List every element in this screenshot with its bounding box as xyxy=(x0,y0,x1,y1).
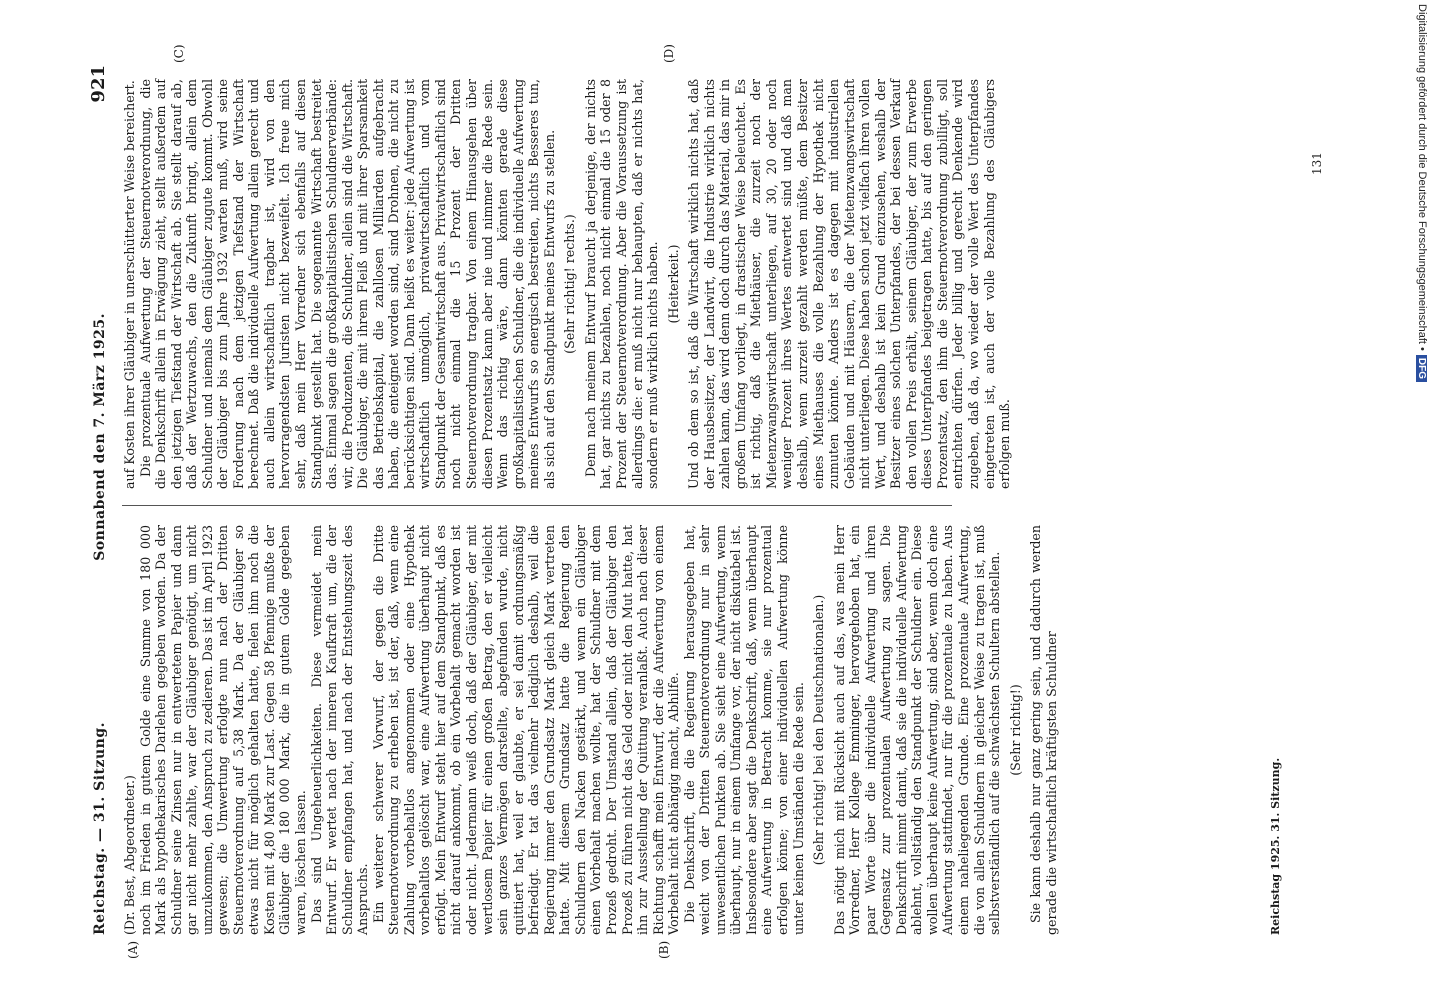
left-column xyxy=(122,525,1059,935)
rotated-page xyxy=(82,44,1342,959)
paragraph: noch im Frieden in gutem Golde eine Summe von 180 000 Mark als hypothekarisches Darlehen gegeben worden. Da der Schuldner seine Zinsen nur in entwertetem Papier und dann gar nicht mehr zahlte, war der Gläubiger genötigt, um nicht umzukommen, den Anspruch zu zedieren. Das ist im April 1923 gewesen; die Umwertung erfolgte nun nach der Dritten Steuernotverordnung auf 5,38 Mark. Da der Gläubiger so etwas nicht für möglich gehalten hatte, fielen ihm noch die Kosten mit 4,80 Mark zur Last. Gegen 58 Pfennige mußte der Gläubiger die 180 000 Mark, die in gutem Golde gegeben waren, löschen lassen. xyxy=(137,525,309,935)
credit-text: Digitalisierung gefördert durch die Deutsche Forschungsgemeinschaft • xyxy=(1416,4,1428,351)
paragraph: Ein weiterer schwerer Vorwurf, der gegen die Dritte Steuernotverordnung zu erheben ist, ist der, daß, wenn eine Zahlung vorbehaltlos angenommen oder eine Hypothek vorbehaltlos gelöscht war, eine Aufwertung überhaupt nicht erfolgt. Mein Entwurf steht hier auf dem Standpunkt, daß es nicht darauf ankommt, ob ein Vorbehalt gemacht worden ist oder nicht. Jedermann weiß doch, daß der Gläubiger, der mit wertlosem Papier für einen großen Betrag, den er vielleicht sein ganzes Vermögen darstellte, abgefunden wurde, nicht quittiert hat, weil er glaubte, er sei damit ordnungsmäßig befriedigt. Er tat das vielmehr lediglich deshalb, weil die Regierung immer den Grundsatz Mark gleich Mark vertreten hatte. Mit diesem Grundsatz hatte die Regierung den Schuldnern den Nacken gestärkt, und wenn ein Gläubiger einen Vorbehalt machen wollte, hat der Schuldner mit dem Prozeß gedroht. Der Umstand allein, daß der Gläubiger den Prozeß zu führen nicht das Geld oder nicht den Mut hatte, hat ihn zur Ausstellung der Quittung veranlaßt. Auch nach dieser Richtung schafft mein Entwurf, der die Aufwertung von einem Vorbehalt nicht abhängig macht, Abhilfe. xyxy=(370,525,682,935)
interjection: (Heiterkeit.) xyxy=(665,244,681,324)
column-divider xyxy=(122,505,952,506)
right-column xyxy=(122,79,1013,489)
margin-mark-a: (A) xyxy=(126,940,140,959)
page-header xyxy=(82,65,122,935)
paragraph: auf Kosten ihrer Gläubiger in unerschütterter Weise bereichert. xyxy=(122,80,137,489)
interjection: (Sehr richtig! rechts.) xyxy=(562,214,578,354)
margin-mark-c: (C) xyxy=(172,44,186,63)
paragraph: Die prozentuale Aufwertung der Steuernotverordnung, die die Denkschrift allein in Erwägung zieht, stellt außerdem auf den jetzigen Tiefstand der Wirtschaft ab. Sie stellt darauf ab, daß der Wertzuwachs, den die Zukunft bringt, allein dem Schuldner und niemals dem Gläubiger zugute kommt. Obwohl der Gläubiger bis zum Jahre 1932 warten muß, wird seine Forderung nach dem jetzigen Tiefstand der Wirtschaft berechnet. Daß die individuelle Aufwertung allein gerecht und auch allein wirtschaftlich tragbar ist, wird von den hervorragendsten Juristen nicht bezweifelt. Ich freue mich sehr, daß mein Herr Vorredner sich ebenfalls auf diesen Standpunkt gestellt hat. Die sogenannte Wirtschaft bestreitet das. Einmal sagen die großkapitalistischen Schuldnerverbände: wir, die Produzenten, die Schuldner, allein sind die Wirtschaft. Die Gläubiger, die mit ihrem Fleiß und mit ihrer Sparsamkeit das Betriebskapital, die zahllosen Milliarden aufgebracht haben, die enteignet worden sind, sind Drohnen, die nicht zu berücksichtigen sind. Dann heißt es weiter: jede Aufwertung ist wirtschaftlich unmöglich, privatwirtschaftlich und vom Standpunkt der Gesamtwirtschaft aus. Privatwirtschaftlich sind noch nicht einmal die 15 Prozent der Dritten Steuernotverordnung tragbar. Von einem Hinausgehen über diesen Prozentsatz kann aber nie und nimmer die Rede sein. Wenn das richtig wäre, dann könnten gerade diese großkapitalistischen Schuldner, die die individuelle Aufwertung meines Entwurfs so energisch bestreiten, nichts Besseres tun, als sich auf den Standpunkt meines Entwurfs zu stellen. xyxy=(137,79,557,489)
paragraph: Das nötigt mich mit Rücksicht auch auf das, was mein Herr Vorredner, Herr Kollege Emminger, hervorgehoben hat, ein paar Worte über die individuelle Aufwertung und ihren Gegensatz zur prozentualen Aufwertung zu sagen. Die Denkschrift nimmt damit, daß sie die individuelle Aufwertung ablehnt, vollständig den Standpunkt der Schuldner ein. Diese wollen überhaupt keine Aufwertung, sind aber, wenn doch eine Aufwertung stattfindet, nur für die prozentuale zu haben. Aus einem naheliegenden Grunde. Eine prozentuale Aufwertung, die von allen Schuldnern in gleicher Weise zu tragen ist, muß selbstverständlich auf die schwächsten Schultern abstellen. xyxy=(831,525,1003,935)
paragraph: Das sind Ungeheuerlichkeiten. Diese vermeidet mein Entwurf. Er wertet nach der inneren Kaufkraft um, die der Schuldner empfangen hat, und nach der Entstehungszeit des Anspruchs. xyxy=(308,525,371,935)
margin-mark-b: (B) xyxy=(657,940,671,959)
speaker-line: (Dr. Best, Abgeordneter.) xyxy=(122,775,137,935)
interjection: (Sehr richtig! bei den Deutschnationalen.) xyxy=(811,594,827,866)
interjection: (Sehr richtig!) xyxy=(1007,684,1023,776)
paragraph: Die Denkschrift, die die Regierung herausgegeben hat, weicht von der Dritten Steuernotverordnung nur in sehr unwesentlichen Punkten ab. Sie sieht eine Aufwertung, wenn überhaupt, nur in einem Umfange vor, der nicht diskutabel ist. Insbesondere aber sagt die Denkschrift, daß, wenn überhaupt eine Aufwertung in Betracht komme, sie nur prozentual erfolgen könne; von einer individuellen Aufwertung könne unter keinen Umständen die Rede sein. xyxy=(681,525,806,935)
header-page-number: 921 xyxy=(88,65,109,103)
paragraph: Und ob dem so ist, daß die Wirtschaft wirklich nichts hat, daß der Hausbesitzer, der Landwirt, die Industrie wirklich nichts zahlen kann, das wird denn doch durch das Material, das mir in großem Umfang vorliegt, in drastischer Weise beleuchtet. Es ist richtig, daß die Miethäuser, die zurzeit noch der Mietenzwangswirtschaft unterliegen, auf 30, 20 oder noch weniger Prozent ihres Wertes entwertet sind und daß man deshalb, wenn zurzeit gezahlt werden müßte, dem Besitzer eines Miethauses die volle Bezahlung der Hypothek nicht zumuten könnte. Anders ist es dagegen mit industriellen Gebäuden und mit Häusern, die der Mietenzwangswirtschaft nicht unterliegen. Diese haben schon jetzt vielfach ihren vollen Wert, und deshalb ist kein Grund einzusehen, weshalb der Besitzer eines solchen Unterpfandes, der bei dessen Verkauf den vollen Preis erhält, seinem Gläubiger, der zum Erwerbe dieses Unterpfandes beigetragen hatte, bis auf den geringen Prozentsatz, den ihm die Steuernotverordnung zubilligt, soll entrichten dürfen. Jeder billig und gerecht Denkende wird zugeben, daß da, wo wieder der volle Wert des Unterpfandes eingetreten ist, auch der volle Bezahlung des Gläubigers erfolgen muß. xyxy=(686,79,1013,489)
paragraph: Sie kann deshalb nur ganz gering sein, und dadurch werden gerade die wirtschaftlich kräftigsten Schuldner xyxy=(1028,525,1059,935)
dfg-logo: DFG xyxy=(1416,355,1427,382)
header-session: Reichstag. — 31. Sitzung. Sonnabend den 7. März 1925. xyxy=(92,313,108,935)
margin-mark-d: (D) xyxy=(662,44,676,63)
header-date: Sonnabend den 7. März 1925. xyxy=(92,313,108,561)
signature-line: Reichstag 1925. 31. Sitzung. xyxy=(1269,757,1282,935)
paragraph: Denn nach meinem Entwurf braucht ja derjenige, der nichts hat, gar nichts zu bezahlen, noch nicht einmal die 15 oder 8 Prozent der Steuernotverordnung. Aber die Voraussetzung ist allerdings die: er muß nicht nur behaupten, daß er nichts hat, sondern er muß wirklich nichts haben. xyxy=(582,79,661,489)
digitization-credit xyxy=(1416,4,1428,382)
sheet-number: 131 xyxy=(1310,152,1324,175)
